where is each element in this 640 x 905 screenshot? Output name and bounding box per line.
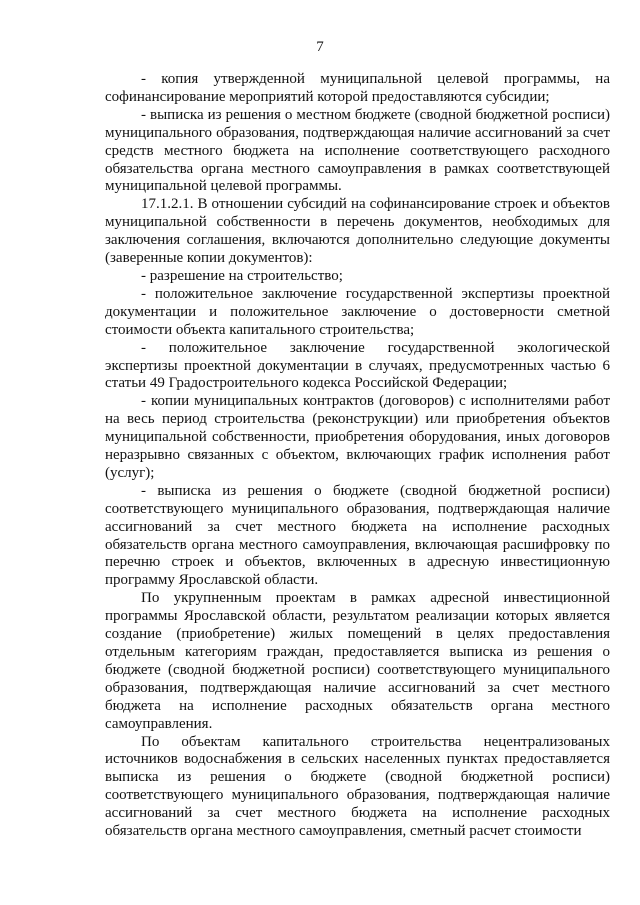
paragraph-item: - копии муниципальных контрактов (договоров) с исполнителями работ на весь период строительства (реконструкции) или приобретения объектов муниципальной собственности, приобретения оборудования, иных договоров неразрывно связанных с объектом, включающих график исполнения работ (услуг); (105, 393, 610, 481)
paragraph-item: - выписка из решения о местном бюджете (сводной бюджетной росписи) муниципального образования, подтверждающая наличие ассигнований за счет средств местного бюджета на исполнение соответствующего расходного обязательства органа местного самоуправления в рамках соответствующей муниципальной целевой программы. (105, 106, 610, 195)
paragraph-item: - положительное заключение государственной экспертизы проектной документации и положительное заключение о достоверности сметной стоимости объекта капитального строительства; (105, 285, 610, 338)
document-body (105, 71, 610, 841)
paragraph-item: - положительное заключение государственной экологической экспертизы проектной документации в случаях, предусмотренных частью 6 статьи 49 Градостроительного кодекса Российской Федерации; (105, 339, 610, 392)
paragraph-item: 17.1.2.1. В отношении субсидий на софинансирование строек и объектов муниципальной собственности в перечень документов, необходимых для заключения соглашения, включаются дополнительно следующие документы (заверенные копии документов): (105, 196, 610, 267)
paragraph-item: По объектам капитального строительства нецентрализованых источников водоснабжения в сельских населенных пунктах предоставляется выписка из решения о бюджете (сводной бюджетной росписи) соответствующего муниципального образования, подтверждающая наличие ассигнований за счет местного бюджета на исполнение расходных обязательств органа местного самоуправления, сметный расчет стоимости (105, 733, 610, 840)
paragraph-item: - выписка из решения о бюджете (сводной бюджетной росписи) соответствующего муниципального образования, подтверждающая наличие ассигнований за счет местного бюджета на исполнение расходных обязательств органа местного самоуправления, включающая расшифровку по перечню строек и объектов, включенных в адресную инвестиционную программу Ярославской области. (105, 482, 610, 589)
page-number: 7 (316, 39, 324, 55)
paragraph-item: По укрупненным проектам в рамках адресной инвестиционной программы Ярославской области, результатом реализации которых является создание (приобретение) жилых помещений в целях предоставления отдельным категориям граждан, предоставляется выписка из решения о бюджете (сводной бюджетной росписи) соответствующего муниципального образования, подтверждающая наличие ассигнований за счет местного бюджета на исполнение расходных обязательств органа местного самоуправления. (105, 590, 610, 732)
paragraph-item: - разрешение на строительство; (141, 267, 343, 284)
paragraph-item: - копия утвержденной муниципальной целевой программы, на софинансирование мероприятий которой предоставляются субсидии; (105, 71, 610, 105)
